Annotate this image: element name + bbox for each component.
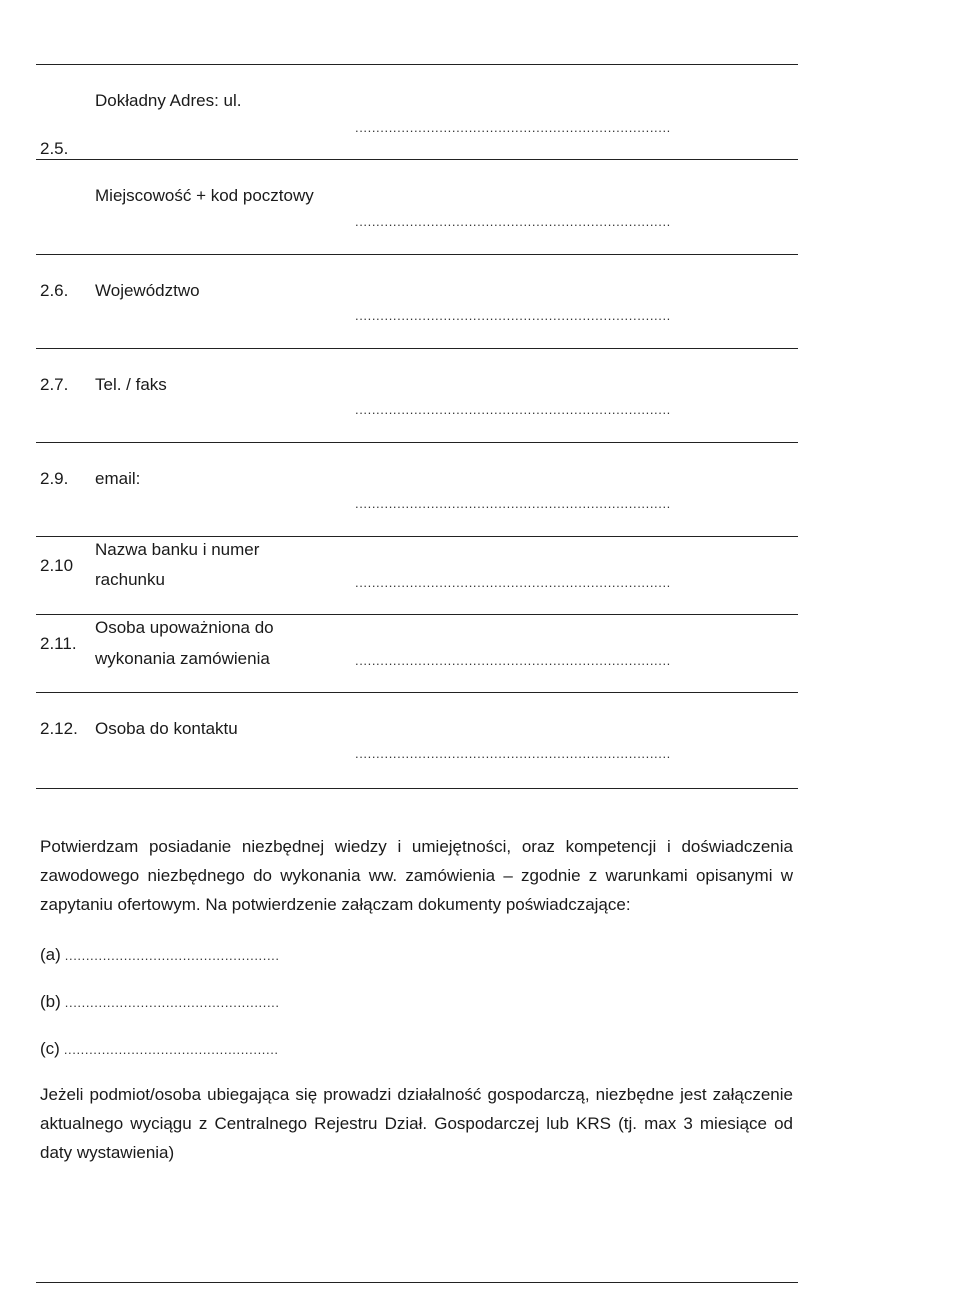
phone-fax-dotted-field[interactable]: ...........................................................................	[355, 402, 671, 417]
attachment-b-dotted-field[interactable]: ...................................................	[64, 995, 280, 1010]
authorized-person-label-line2: wykonania zamówienia	[95, 649, 270, 668]
divider	[36, 692, 798, 693]
authorized-person-dotted-field[interactable]: ...........................................................................	[355, 653, 671, 668]
row-number-2-12: 2.12.	[40, 719, 78, 738]
attachment-item-b	[40, 992, 280, 1012]
authorized-person-label-line1: Osoba upoważniona do	[95, 618, 274, 637]
attachment-item-a-label: (a)	[40, 945, 61, 964]
voivodeship-dotted-field[interactable]: ...........................................................................	[355, 308, 671, 323]
row-number-2-6: 2.6.	[40, 281, 69, 300]
row-number-2-9: 2.9.	[40, 469, 69, 488]
phone-fax-label: Tel. / faks	[95, 375, 167, 394]
footer-divider	[36, 1282, 798, 1283]
address-label: Dokładny Adres: ul.	[95, 91, 242, 110]
row-number-2-11: 2.11.	[40, 634, 77, 653]
attachment-item-a	[40, 945, 280, 965]
competence-statement: Potwierdzam posiadanie niezbędnej wiedzy i umiejętności, oraz kompetencji i doświadczenia zawodowego niezbędnego do wykonania ww. zamówienia – zgodnie z warunkami opisanymi w zapytaniu ofertowym. Na potwierdzenie załączam dokumenty poświadczające:	[40, 837, 793, 914]
address-dotted-field[interactable]: ...........................................................................	[355, 120, 671, 135]
divider	[36, 536, 798, 537]
divider	[36, 64, 798, 65]
attachment-c-dotted-field[interactable]: ...................................................	[63, 1042, 279, 1057]
divider	[36, 254, 798, 255]
bank-account-dotted-field[interactable]: ...........................................................................	[355, 575, 671, 590]
city-postal-label: Miejscowość + kod pocztowy	[95, 186, 314, 205]
divider	[36, 614, 798, 615]
voivodeship-label: Województwo	[95, 281, 200, 300]
divider	[36, 788, 798, 789]
row-number-2-5: 2.5.	[40, 139, 69, 158]
attachment-item-c	[40, 1039, 279, 1059]
attachment-a-dotted-field[interactable]: ...................................................	[64, 948, 280, 963]
attachment-item-b-label: (b)	[40, 992, 61, 1011]
divider	[36, 442, 798, 443]
divider	[36, 348, 798, 349]
bank-account-label-line1: Nazwa banku i numer	[95, 540, 260, 559]
bank-account-label-line2: rachunku	[95, 570, 165, 589]
divider	[36, 159, 798, 160]
city-dotted-field[interactable]: ...........................................................................	[355, 214, 671, 229]
row-number-2-7: 2.7.	[40, 375, 69, 394]
contact-person-dotted-field[interactable]: ...........................................................................	[355, 746, 671, 761]
email-label: email:	[95, 469, 141, 488]
registry-extract-note: Jeżeli podmiot/osoba ubiegająca się prowadzi działalność gospodarczą, niezbędne jest załączenie aktualnego wyciągu z Centralnego Rejestru Dział. Gospodarczej lub KRS (tj. max 3 miesiące od daty wystawienia)	[40, 1085, 793, 1162]
email-dotted-field[interactable]: ...........................................................................	[355, 496, 671, 511]
attachment-item-c-label: (c)	[40, 1039, 60, 1058]
row-number-2-10: 2.10	[40, 556, 74, 575]
contact-person-label: Osoba do kontaktu	[95, 719, 238, 738]
